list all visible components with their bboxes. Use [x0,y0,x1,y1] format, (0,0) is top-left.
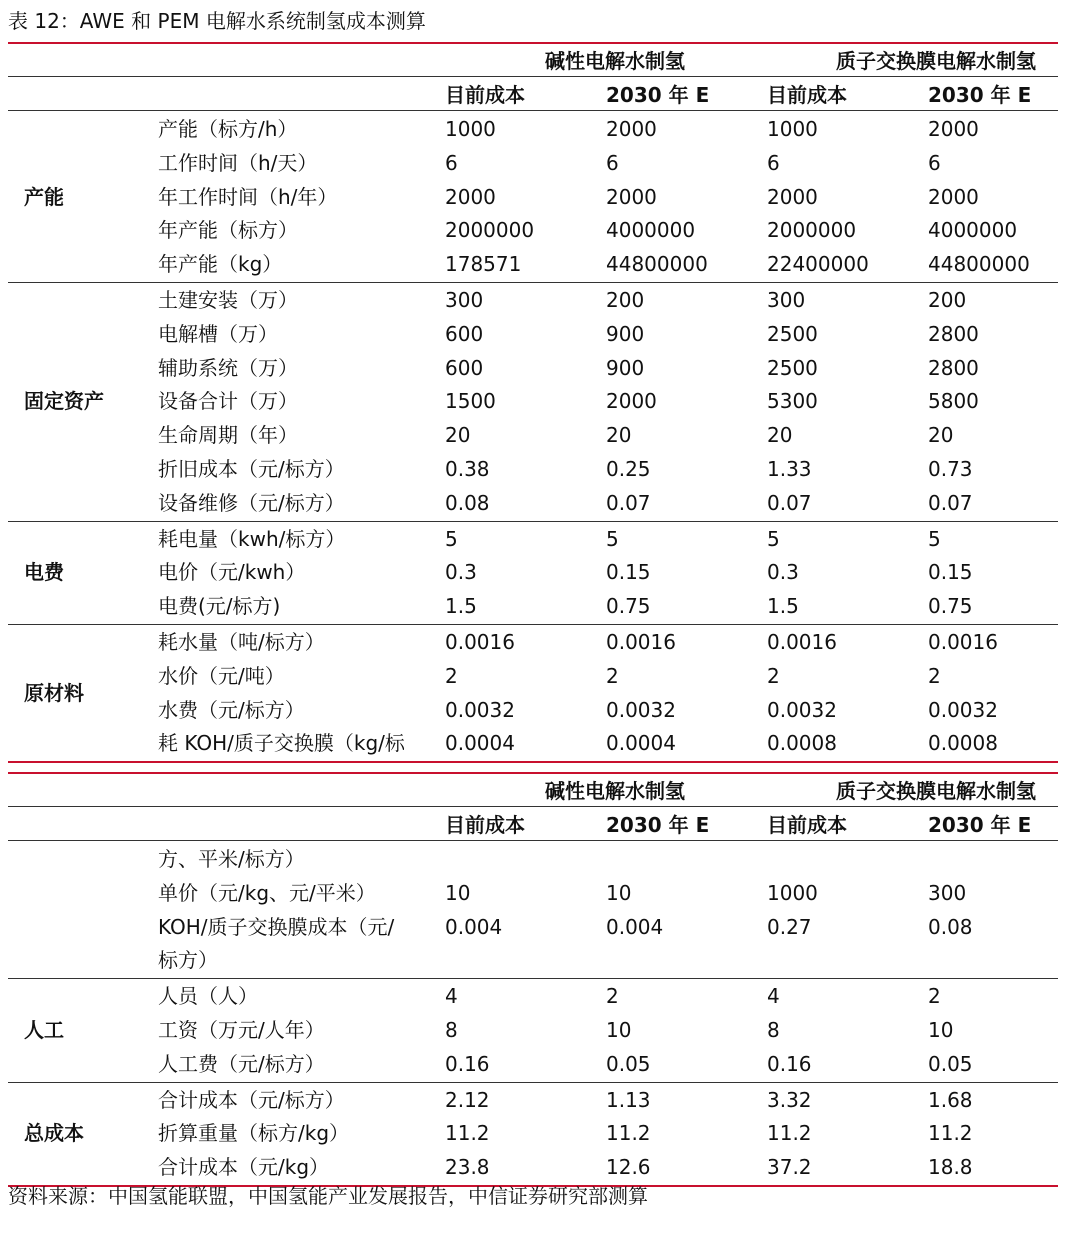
value-cell: 200 [606,288,645,312]
value-cell: 5800 [928,389,979,414]
value-cell: 2000000 [767,218,857,243]
value-cell: 10 [606,880,632,905]
value-cell: 0.16 [767,1051,812,1076]
value-cell: 0.3 [445,560,477,585]
value-cell: 0.16 [445,1051,490,1076]
row-label: 设备合计（万） [158,389,298,414]
group-header-pem: 质子交换膜电解水制氢 [836,49,1036,73]
value-cell: 18.8 [928,1155,973,1180]
row-label: 电解槽（万） [158,321,278,346]
table-row [8,1083,1058,1117]
row-label: 电价（元/kwh） [158,560,306,585]
row-label: 水费（元/标方） [158,697,305,722]
table-row [8,555,1058,589]
table-row [8,247,1058,281]
value-cell: 0.38 [445,457,490,481]
table-row [8,384,1058,418]
value-cell: 2800 [928,321,979,346]
value-cell: 0.08 [928,914,973,939]
section-label: 电费 [24,560,64,585]
table-row [8,726,1058,760]
row-label: 合计成本（元/kg） [158,1155,330,1180]
value-cell: 178571 [445,252,522,277]
section-label: 原材料 [24,680,84,705]
row-label: 耗电量（kwh/标方） [158,526,346,551]
value-cell: 0.0032 [445,697,515,722]
value-cell: 11.2 [928,1121,973,1146]
column-header: 2030 年 E [928,83,1032,107]
value-cell: 5 [767,526,780,551]
value-cell: 300 [445,288,484,312]
value-cell: 0.0008 [928,731,998,756]
value-cell: 2500 [767,321,818,346]
value-cell: 12.6 [606,1155,651,1180]
group-header-pem: 质子交换膜电解水制氢 [836,779,1036,803]
top-rule [8,42,1058,44]
value-cell: 2 [928,984,941,1009]
value-cell: 4000000 [928,218,1018,243]
section-label: 人工 [24,1017,64,1042]
value-cell: 2 [928,663,941,688]
value-cell: 0.3 [767,560,799,585]
value-cell: 8 [445,1018,458,1042]
column-header: 2030 年 E [606,813,710,837]
value-cell: 2000 [606,184,657,209]
row-label: 水价（元/吨） [158,663,285,688]
value-cell: 10 [928,1018,954,1042]
row-label: 标方） [158,948,218,973]
row-label: 折算重量（标方/kg） [158,1121,350,1146]
value-cell: 11.2 [767,1121,812,1146]
cost-table-part-2 [8,770,1058,1178]
value-cell: 6 [767,150,780,175]
value-cell: 2800 [928,355,979,380]
table-row [8,693,1058,727]
row-label: 合计成本（元/标方） [158,1087,345,1112]
value-cell: 0.15 [928,560,973,585]
value-cell: 2 [606,984,619,1009]
value-cell: 4000000 [606,218,696,243]
value-cell: 1000 [767,880,818,905]
row-label: 耗水量（吨/标方） [158,630,325,654]
value-cell: 20 [445,423,471,448]
table-title: 表 12：AWE 和 PEM 电解水系统制氢成本测算 [8,9,426,33]
table-row [8,1150,1058,1184]
value-cell: 5 [445,526,458,551]
column-header: 目前成本 [767,813,847,837]
value-cell: 5 [928,526,941,551]
value-cell: 200 [928,288,967,312]
value-cell: 10 [606,1018,632,1042]
table-row [8,213,1058,247]
table-row [8,283,1058,317]
value-cell: 0.75 [606,594,651,619]
value-cell: 1000 [767,117,818,141]
bottom-rule [8,761,1058,763]
value-cell: 600 [445,355,484,380]
value-cell: 5300 [767,389,818,414]
group-header-rule [8,76,1058,77]
value-cell: 300 [928,880,967,905]
group-header-rule [8,806,1058,807]
table-row [8,146,1058,180]
row-label: 人员（人） [158,984,258,1009]
row-label: 土建安装（万） [158,288,298,312]
value-cell: 0.08 [445,490,490,515]
section-label: 固定资产 [24,389,104,414]
row-label: 年工作时间（h/年） [158,184,338,209]
value-cell: 0.0016 [606,630,676,654]
value-cell: 1.5 [445,594,477,619]
value-cell: 22400000 [767,252,869,277]
value-cell: 0.0032 [928,697,998,722]
value-cell: 4 [445,984,458,1009]
row-label: 工资（万元/人年） [158,1018,325,1042]
row-label: KOH/质子交换膜成本（元/ [158,914,395,939]
value-cell: 0.004 [445,914,503,939]
value-cell: 6 [445,150,458,175]
value-cell: 6 [928,150,941,175]
cost-table-part-1 [8,40,1058,755]
value-cell: 0.07 [928,490,973,515]
value-cell: 1.13 [606,1087,651,1112]
value-cell: 0.0004 [445,731,515,756]
row-label: 年产能（标方） [158,218,298,243]
value-cell: 2000 [928,184,979,209]
table-row [8,625,1058,659]
value-cell: 1500 [445,389,496,414]
value-cell: 2000 [606,117,657,141]
value-cell: 2000000 [445,218,535,243]
value-cell: 23.8 [445,1155,490,1180]
row-label: 产能（标方/h） [158,117,298,141]
table-row [8,1116,1058,1150]
value-cell: 20 [606,423,632,448]
row-label: 生命周期（年） [158,423,298,448]
value-cell: 44800000 [606,252,708,277]
table-row [8,486,1058,520]
value-cell: 20 [767,423,793,448]
table-row [8,842,1058,876]
table-row [8,418,1058,452]
value-cell: 5 [606,526,619,551]
column-header: 2030 年 E [606,83,710,107]
value-cell: 11.2 [445,1121,490,1146]
top-rule [8,772,1058,774]
group-header-awe: 碱性电解水制氢 [545,49,685,73]
value-cell: 0.05 [928,1051,973,1076]
table-row [8,112,1058,146]
group-header-awe: 碱性电解水制氢 [545,779,685,803]
row-label: 辅助系统（万） [158,355,298,380]
row-label: 折旧成本（元/标方） [158,457,345,481]
value-cell: 0.07 [606,490,651,515]
value-cell: 2000 [606,389,657,414]
value-cell: 2000 [767,184,818,209]
table-row [8,589,1058,623]
value-cell: 37.2 [767,1155,812,1180]
table-row [8,317,1058,351]
table-row [8,180,1058,214]
value-cell: 1.33 [767,457,812,481]
value-cell: 11.2 [606,1121,651,1146]
value-cell: 2000 [928,117,979,141]
value-cell: 0.0016 [767,630,837,654]
value-cell: 0.0032 [606,697,676,722]
value-cell: 0.0032 [767,697,837,722]
value-cell: 0.0004 [606,731,676,756]
row-label: 工作时间（h/天） [158,150,318,175]
value-cell: 20 [928,423,954,448]
row-label: 方、平米/标方） [158,847,305,871]
row-label: 设备维修（元/标方） [158,490,345,515]
value-cell: 0.05 [606,1051,651,1076]
table-row [8,522,1058,556]
value-cell: 0.07 [767,490,812,515]
value-cell: 0.0016 [445,630,515,654]
table-row [8,910,1058,944]
value-cell: 0.75 [928,594,973,619]
column-header: 目前成本 [445,813,525,837]
table-row [8,452,1058,486]
row-label: 人工费（元/标方） [158,1051,325,1076]
value-cell: 0.27 [767,914,812,939]
row-label: 年产能（kg） [158,252,283,277]
value-cell: 3.32 [767,1087,812,1112]
source-note: 资料来源：中国氢能联盟，中国氢能产业发展报告，中信证券研究部测算 [8,1184,648,1208]
value-cell: 900 [606,321,645,346]
section-label: 总成本 [24,1121,84,1146]
value-cell: 0.73 [928,457,973,481]
value-cell: 4 [767,984,780,1009]
value-cell: 600 [445,321,484,346]
value-cell: 2500 [767,355,818,380]
column-header: 目前成本 [767,83,847,107]
header-bottom-rule [8,840,1058,841]
value-cell: 2 [767,663,780,688]
table-row [8,1013,1058,1047]
value-cell: 6 [606,150,619,175]
value-cell: 2000 [445,184,496,209]
value-cell: 1.68 [928,1087,973,1112]
value-cell: 2 [445,663,458,688]
section-label: 产能 [24,184,64,209]
value-cell: 0.0016 [928,630,998,654]
table-row [8,659,1058,693]
value-cell: 0.0008 [767,731,837,756]
row-label: 电费(元/标方) [158,594,281,619]
table-row [8,876,1058,910]
value-cell: 2.12 [445,1087,490,1112]
table-row [8,1047,1058,1081]
value-cell: 8 [767,1018,780,1042]
row-label: 耗 KOH/质子交换膜（kg/标 [158,731,405,756]
column-header: 2030 年 E [928,813,1032,837]
value-cell: 10 [445,880,471,905]
table-row [8,351,1058,385]
value-cell: 0.004 [606,914,664,939]
value-cell: 900 [606,355,645,380]
value-cell: 1.5 [767,594,799,619]
value-cell: 2 [606,663,619,688]
row-label: 单价（元/kg、元/平米） [158,880,376,905]
column-header: 目前成本 [445,83,525,107]
table-row [8,943,1058,977]
value-cell: 300 [767,288,806,312]
table-row [8,979,1058,1013]
value-cell: 1000 [445,117,496,141]
value-cell: 44800000 [928,252,1030,277]
value-cell: 0.25 [606,457,651,481]
header-bottom-rule [8,110,1058,111]
value-cell: 0.15 [606,560,651,585]
